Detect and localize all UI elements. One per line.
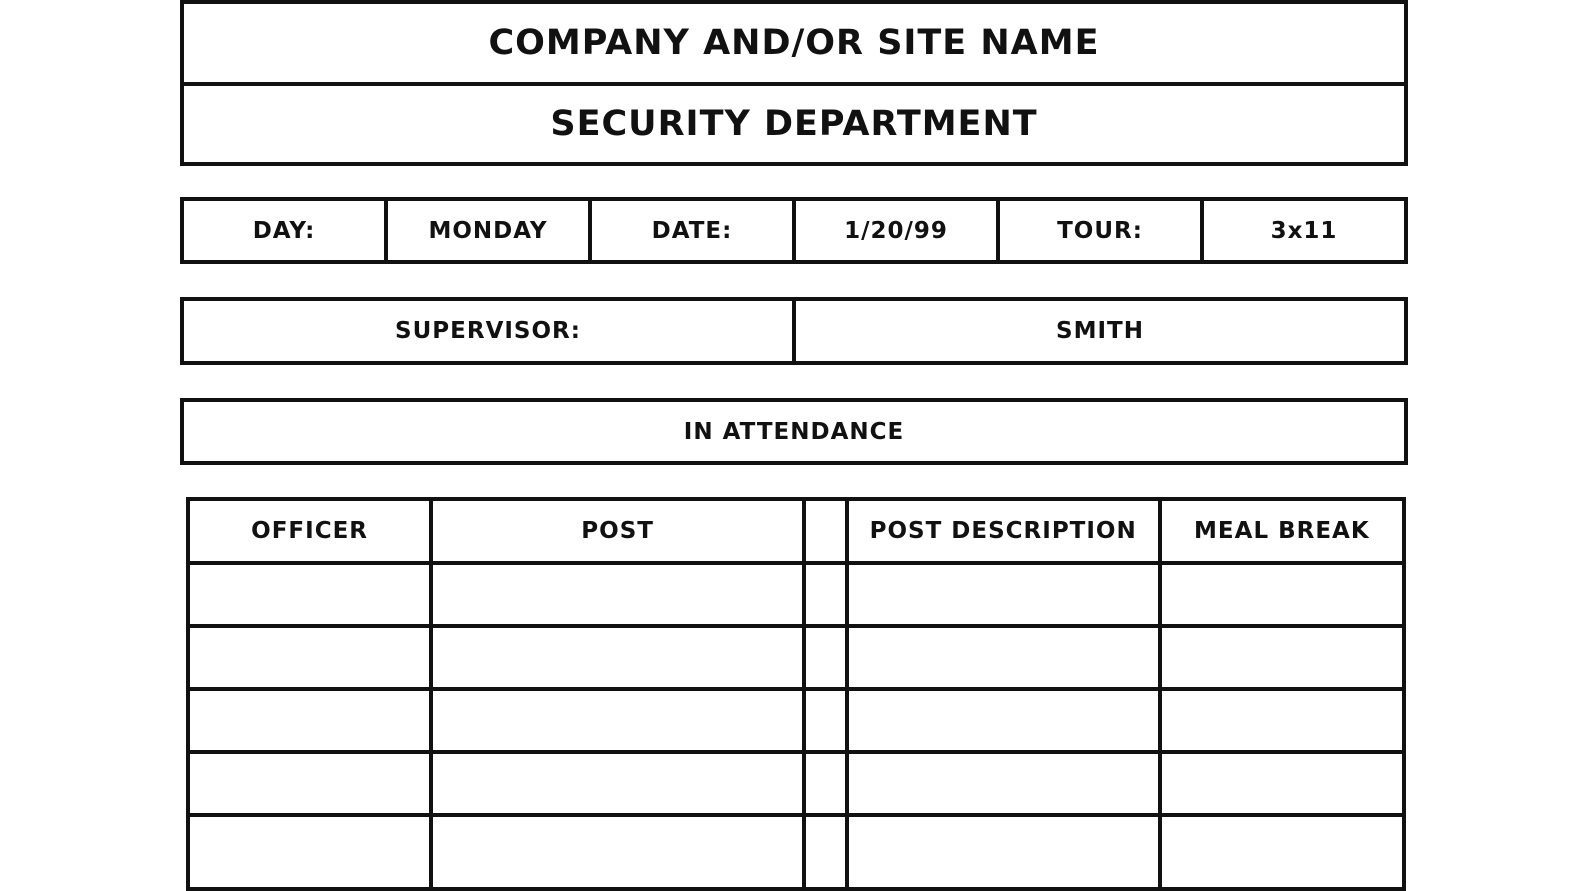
officer-cell[interactable] <box>188 626 431 689</box>
meal-break-cell[interactable] <box>1160 752 1404 815</box>
post-cell[interactable] <box>431 563 804 626</box>
post-description-cell[interactable] <box>847 563 1160 626</box>
column-header-officer: OFFICER <box>188 499 431 563</box>
officer-cell[interactable] <box>188 752 431 815</box>
column-header-post-description: POST DESCRIPTION <box>847 499 1160 563</box>
post-cell[interactable] <box>431 689 804 752</box>
department-name: SECURITY DEPARTMENT <box>550 104 1038 144</box>
company-name: COMPANY AND/OR SITE NAME <box>184 4 1404 86</box>
table-header-row <box>188 499 1404 563</box>
column-header-spacer <box>804 499 847 563</box>
post-description-cell[interactable] <box>847 689 1160 752</box>
officer-table <box>186 497 1406 891</box>
column-header-post: POST <box>431 499 804 563</box>
post-description-cell[interactable] <box>847 752 1160 815</box>
supervisor-row <box>180 297 1408 365</box>
column-header-meal-break: MEAL BREAK <box>1160 499 1404 563</box>
supervisor-value: SMITH <box>1056 318 1144 344</box>
spacer-cell <box>804 563 847 626</box>
attendance-title: IN ATTENDANCE <box>180 398 1408 465</box>
table-row <box>188 752 1404 815</box>
post-description-cell[interactable] <box>847 626 1160 689</box>
post-cell[interactable] <box>431 626 804 689</box>
tour-label: TOUR: <box>1000 201 1204 260</box>
table-row <box>188 689 1404 752</box>
table-row <box>188 626 1404 689</box>
meal-break-cell[interactable] <box>1160 563 1404 626</box>
meal-break-cell[interactable] <box>1160 626 1404 689</box>
supervisor-label: SUPERVISOR: <box>184 301 796 361</box>
day-value: MONDAY <box>388 201 592 260</box>
officer-cell[interactable] <box>188 689 431 752</box>
date-value: 1/20/99 <box>796 201 1000 260</box>
post-cell[interactable] <box>431 752 804 815</box>
officer-cell[interactable] <box>188 563 431 626</box>
spacer-cell <box>804 689 847 752</box>
date-label: DATE: <box>592 201 796 260</box>
day-label: DAY: <box>184 201 388 260</box>
meal-break-cell[interactable] <box>1160 689 1404 752</box>
form-header <box>180 0 1408 166</box>
tour-value: 3x11 <box>1270 217 1338 244</box>
spacer-cell <box>804 752 847 815</box>
table-row <box>188 563 1404 626</box>
shift-info-row <box>180 197 1408 264</box>
spacer-cell <box>804 626 847 689</box>
